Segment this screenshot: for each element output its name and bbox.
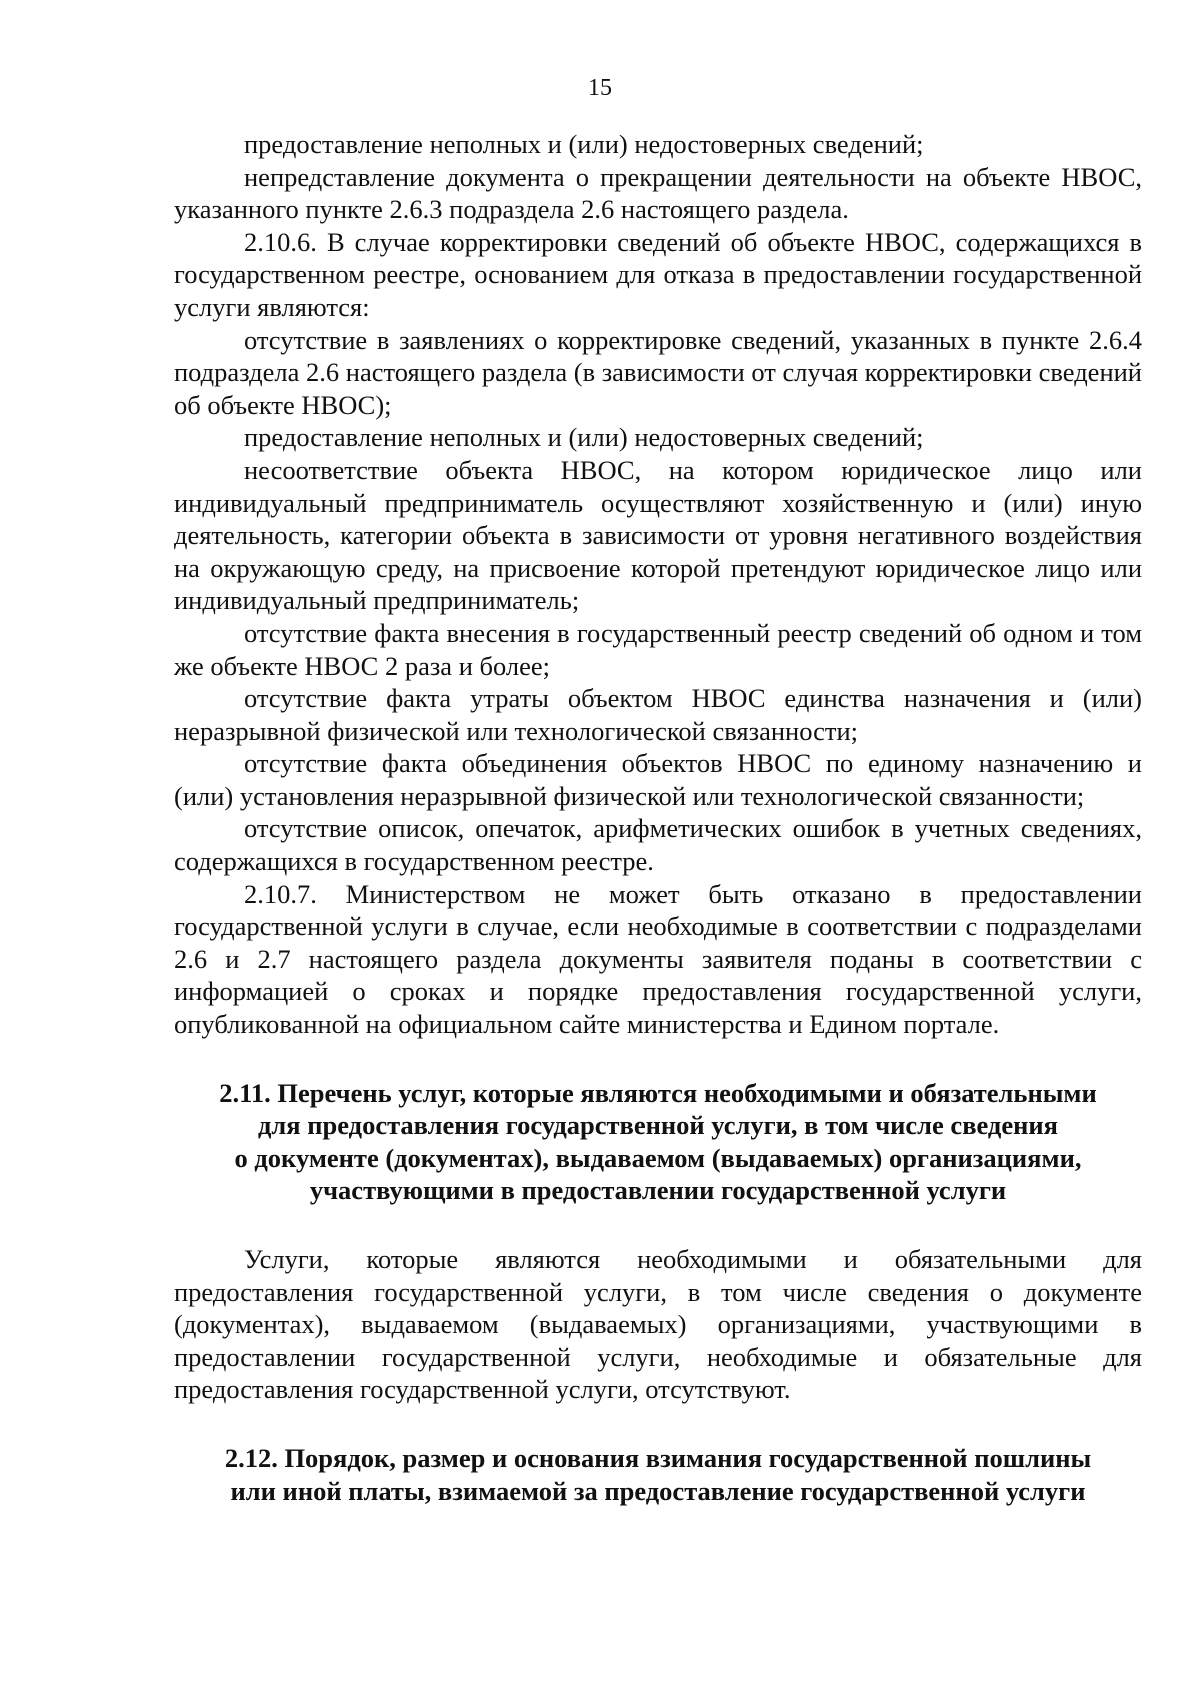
heading-line: о документе (документах), выдаваемом (выдаваемых) организациями, xyxy=(234,1142,1082,1173)
paragraph: отсутствие в заявлениях о корректировке сведений, указанных в пункте 2.6.4 подраздела 2.6 настоящего раздела (в зависимости от случая корректировки сведений об объекте НВОС); xyxy=(174,324,1142,420)
paragraph: предоставление неполных и (или) недостоверных сведений; xyxy=(244,129,924,159)
section-2-11-text: Услуги, которые являются необходимыми и обязательными для предоставления государственной услуги, в том числе сведения о документе (документах), выдаваемом (выдаваемых) организациями, участвующими в предоставлении государственной услуги, необходимые и обязательные для предоставления государственной услуги, отсутствуют. xyxy=(174,1244,1142,1405)
heading-line: или иной платы, взимаемой за предоставление государственной услуги xyxy=(230,1475,1086,1506)
page-number: 15 xyxy=(588,75,612,101)
paragraph: отсутствие описок, опечаток, арифметических ошибок в учетных сведениях, содержащихся в государственном реестре. xyxy=(174,813,1142,877)
paragraph: несоответствие объекта НВОС, на котором юридическое лицо или индивидуальный предприниматель осуществляют хозяйственную и (или) иную деятельность, категории объекта в зависимости от уровня негативного воздействия на окружающую среду, на присвоение которой претендуют юридическое лицо или индивидуальный предприниматель; xyxy=(174,454,1142,616)
paragraph: отсутствие факта утраты объектом НВОС единства назначения и (или) неразрывной физической или технологической связанности; xyxy=(174,683,1142,746)
paragraph: непредставление документа о прекращении деятельности на объекте НВОС, указанного пункте 2.6.3 подраздела 2.6 настоящего раздела. xyxy=(174,161,1142,225)
section-heading-2-12 xyxy=(174,1442,1142,1507)
paragraph: 2.10.7. Министерством не может быть отказано в предоставлении государственной услуги в случае, если необходимые в соответствии с подразделами 2.6 и 2.7 настоящего раздела документы заявителя поданы в соответствии с информацией о сроках и порядке предоставления государственной услуги, опубликованной на официальном сайте министерства и Едином портале. xyxy=(174,878,1142,1040)
heading-line: для предоставления государственной услуги, в том числе сведения xyxy=(258,1110,1058,1141)
section-heading-2-11 xyxy=(174,1077,1142,1207)
heading-line: участвующими в предоставлении государственной услуги xyxy=(309,1175,1007,1206)
heading-line: 2.11. Перечень услуг, которые являются необходимыми и обязательными xyxy=(219,1077,1097,1108)
paragraph: отсутствие факта внесения в государственный реестр сведений об одном и том же объекте НВОС 2 раза и более; xyxy=(174,617,1142,681)
document-body xyxy=(174,128,1142,1507)
paragraph: отсутствие факта объединения объектов НВОС по единому назначению и (или) установления неразрывной физической или технологической связанности; xyxy=(174,748,1142,811)
paragraph: 2.10.6. В случае корректировки сведений об объекте НВОС, содержащихся в государственном реестре, основанием для отказа в предоставлении государственной услуги являются: xyxy=(174,226,1142,322)
paragraph: предоставление неполных и (или) недостоверных сведений; xyxy=(244,422,924,453)
heading-line: 2.12. Порядок, размер и основания взимания государственной пошлины xyxy=(224,1442,1092,1473)
